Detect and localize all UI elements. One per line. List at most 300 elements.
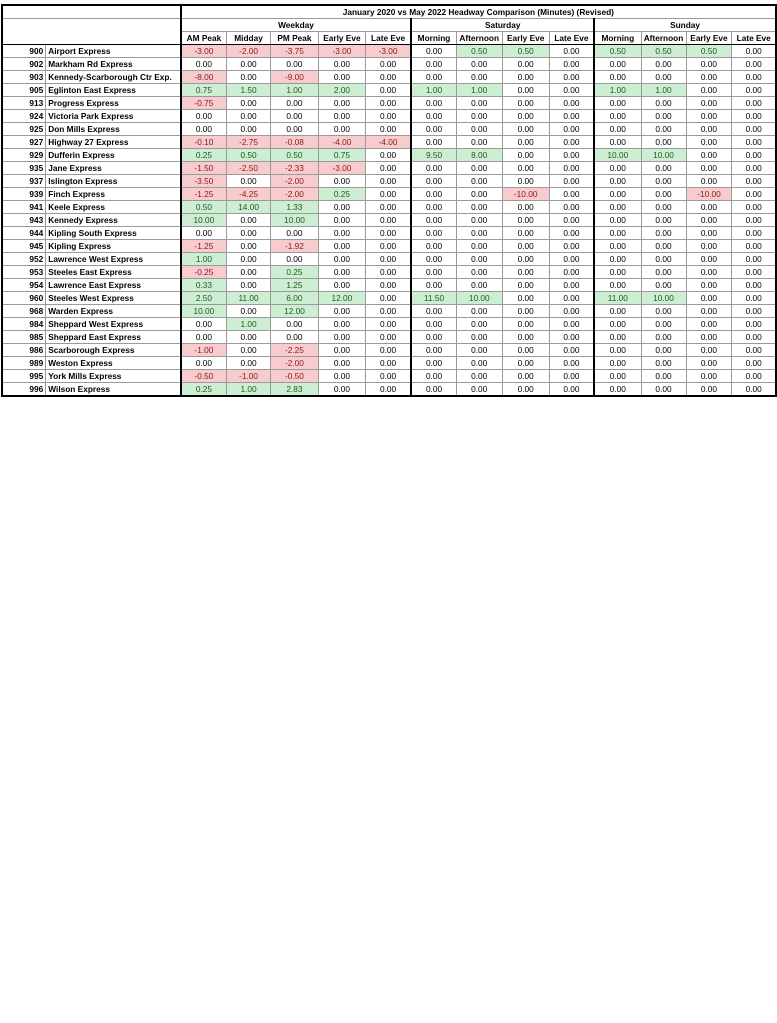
route-number: 941 xyxy=(2,201,46,214)
headway-value: 0.00 xyxy=(365,227,411,240)
headway-value: 0.00 xyxy=(227,123,271,136)
headway-value: 0.00 xyxy=(686,240,732,253)
headway-value: 0.00 xyxy=(318,253,365,266)
headway-value: 0.00 xyxy=(641,227,686,240)
headway-value: 0.00 xyxy=(365,370,411,383)
headway-value: 0.00 xyxy=(365,58,411,71)
route-number: 960 xyxy=(2,292,46,305)
headway-value: 0.00 xyxy=(732,357,776,370)
headway-value: 0.00 xyxy=(502,149,549,162)
headway-value: 0.00 xyxy=(502,305,549,318)
table-row xyxy=(2,344,776,357)
headway-value: 0.00 xyxy=(502,266,549,279)
column-header: Afternoon xyxy=(456,32,502,45)
route-name: Keele Express xyxy=(46,201,181,214)
headway-value: 0.00 xyxy=(641,266,686,279)
headway-value: 1.00 xyxy=(271,84,319,97)
headway-value: 0.00 xyxy=(456,266,502,279)
headway-value: -3.00 xyxy=(318,45,365,58)
headway-value: 0.00 xyxy=(502,240,549,253)
headway-value: 0.00 xyxy=(549,123,594,136)
route-name: Finch Express xyxy=(46,188,181,201)
headway-value: -1.92 xyxy=(271,240,319,253)
headway-value: 0.00 xyxy=(549,110,594,123)
headway-value: -8.00 xyxy=(181,71,227,84)
headway-value: 0.00 xyxy=(227,331,271,344)
route-name: Don Mills Express xyxy=(46,123,181,136)
headway-value: 0.00 xyxy=(227,357,271,370)
headway-value: -0.75 xyxy=(181,97,227,110)
headway-value: 0.00 xyxy=(227,58,271,71)
headway-value: 0.00 xyxy=(456,253,502,266)
headway-value: 0.50 xyxy=(594,45,641,58)
headway-value: 0.00 xyxy=(686,110,732,123)
headway-value: 0.00 xyxy=(732,162,776,175)
headway-value: 0.00 xyxy=(456,188,502,201)
headway-value: 0.00 xyxy=(732,110,776,123)
route-name: Weston Express xyxy=(46,357,181,370)
route-number: 953 xyxy=(2,266,46,279)
headway-value: -1.00 xyxy=(181,344,227,357)
headway-value: 0.00 xyxy=(318,227,365,240)
headway-value: 0.00 xyxy=(732,214,776,227)
headway-value: 0.00 xyxy=(686,318,732,331)
headway-value: -3.00 xyxy=(181,45,227,58)
table-row xyxy=(2,253,776,266)
headway-value: 0.00 xyxy=(594,123,641,136)
headway-value: 0.00 xyxy=(732,123,776,136)
headway-value: 0.00 xyxy=(732,227,776,240)
headway-value: 0.00 xyxy=(456,123,502,136)
headway-value: 0.00 xyxy=(502,162,549,175)
group-spacer xyxy=(2,19,181,32)
headway-value: 0.25 xyxy=(181,383,227,397)
headway-value: -2.00 xyxy=(227,45,271,58)
headway-value: 0.00 xyxy=(732,45,776,58)
table-row xyxy=(2,240,776,253)
headway-value: -2.00 xyxy=(271,188,319,201)
title-spacer xyxy=(2,5,181,19)
route-name: Jane Express xyxy=(46,162,181,175)
headway-value: 0.00 xyxy=(227,110,271,123)
headway-value: 0.00 xyxy=(549,58,594,71)
headway-value: 0.00 xyxy=(641,175,686,188)
table-row xyxy=(2,188,776,201)
headway-value: 0.00 xyxy=(318,240,365,253)
headway-value: 0.00 xyxy=(502,175,549,188)
route-name: Scarborough Express xyxy=(46,344,181,357)
table-row xyxy=(2,201,776,214)
headway-value: 10.00 xyxy=(594,149,641,162)
headway-value: 2.00 xyxy=(318,84,365,97)
headway-value: 0.00 xyxy=(732,253,776,266)
headway-value: 0.00 xyxy=(411,162,456,175)
headway-value: 0.00 xyxy=(732,240,776,253)
headway-value: 0.00 xyxy=(181,331,227,344)
headway-value: 0.00 xyxy=(549,357,594,370)
headway-value: 0.00 xyxy=(411,357,456,370)
headway-value: 0.00 xyxy=(686,123,732,136)
route-name: Lawrence West Express xyxy=(46,253,181,266)
table-row xyxy=(2,123,776,136)
headway-value: 0.00 xyxy=(641,136,686,149)
table-row xyxy=(2,266,776,279)
route-number: 939 xyxy=(2,188,46,201)
headway-value: 0.00 xyxy=(732,383,776,397)
route-name: Kipling South Express xyxy=(46,227,181,240)
headway-value: -2.50 xyxy=(227,162,271,175)
headway-value: 0.00 xyxy=(549,305,594,318)
headway-value: 0.00 xyxy=(594,357,641,370)
headway-value: 0.00 xyxy=(456,58,502,71)
route-name: Victoria Park Express xyxy=(46,110,181,123)
headway-value: 0.25 xyxy=(318,188,365,201)
headway-value: 0.00 xyxy=(686,383,732,397)
table-row xyxy=(2,318,776,331)
column-header: Early Eve xyxy=(686,32,732,45)
headway-value: 10.00 xyxy=(456,292,502,305)
headway-value: 0.00 xyxy=(411,383,456,397)
headway-value: 0.00 xyxy=(318,97,365,110)
group-header-sunday: Sunday xyxy=(594,19,776,32)
headway-value: 0.00 xyxy=(502,318,549,331)
headway-value: 0.00 xyxy=(318,370,365,383)
route-number: 984 xyxy=(2,318,46,331)
headway-value: 0.00 xyxy=(456,110,502,123)
headway-value: 0.00 xyxy=(318,214,365,227)
headway-value: -0.08 xyxy=(271,136,319,149)
headway-value: 0.00 xyxy=(456,136,502,149)
headway-value: 0.00 xyxy=(365,188,411,201)
headway-value: 0.00 xyxy=(318,201,365,214)
route-number: 968 xyxy=(2,305,46,318)
headway-value: 0.00 xyxy=(411,305,456,318)
table-row xyxy=(2,162,776,175)
headway-value: 0.00 xyxy=(549,227,594,240)
headway-value: 0.00 xyxy=(549,344,594,357)
headway-value: 0.00 xyxy=(181,357,227,370)
headway-value: 0.00 xyxy=(456,357,502,370)
headway-value: 0.00 xyxy=(411,97,456,110)
headway-value: 0.00 xyxy=(411,253,456,266)
headway-value: 0.00 xyxy=(318,58,365,71)
headway-value: 0.00 xyxy=(271,58,319,71)
headway-value: 0.00 xyxy=(365,175,411,188)
headway-value: 0.00 xyxy=(456,175,502,188)
headway-value: 0.00 xyxy=(411,266,456,279)
headway-value: 0.00 xyxy=(365,331,411,344)
headway-value: 0.00 xyxy=(686,214,732,227)
headway-value: 0.00 xyxy=(456,201,502,214)
headway-value: 0.00 xyxy=(732,84,776,97)
headway-value: 0.00 xyxy=(318,357,365,370)
headway-value: 0.00 xyxy=(456,279,502,292)
headway-value: 0.00 xyxy=(594,97,641,110)
headway-value: 0.50 xyxy=(686,45,732,58)
headway-value: 0.00 xyxy=(365,292,411,305)
headway-value: 0.00 xyxy=(594,175,641,188)
headway-value: -2.00 xyxy=(271,175,319,188)
route-number: 903 xyxy=(2,71,46,84)
route-name: Steeles West Express xyxy=(46,292,181,305)
headway-value: 10.00 xyxy=(271,214,319,227)
table-row xyxy=(2,357,776,370)
headway-value: 0.00 xyxy=(549,84,594,97)
headway-value: 0.00 xyxy=(686,292,732,305)
route-name: Steeles East Express xyxy=(46,266,181,279)
headway-value: 0.00 xyxy=(411,188,456,201)
headway-value: 0.00 xyxy=(732,331,776,344)
headway-value: 0.00 xyxy=(365,71,411,84)
headway-value: 0.00 xyxy=(641,188,686,201)
headway-value: 0.00 xyxy=(549,370,594,383)
headway-value: -3.00 xyxy=(318,162,365,175)
headway-value: 0.00 xyxy=(365,383,411,397)
headway-value: 0.00 xyxy=(318,331,365,344)
headway-value: -10.00 xyxy=(502,188,549,201)
route-name: Highway 27 Express xyxy=(46,136,181,149)
headway-value: 0.00 xyxy=(456,318,502,331)
headway-value: 0.00 xyxy=(549,45,594,58)
headway-value: 0.00 xyxy=(365,266,411,279)
headway-value: 0.00 xyxy=(365,357,411,370)
headway-value: 0.00 xyxy=(411,344,456,357)
headway-value: 0.00 xyxy=(686,162,732,175)
table-row xyxy=(2,279,776,292)
headway-value: 0.00 xyxy=(181,318,227,331)
headway-value: 0.00 xyxy=(365,84,411,97)
headway-value: 1.00 xyxy=(594,84,641,97)
headway-value: 0.00 xyxy=(411,175,456,188)
headway-value: 0.00 xyxy=(227,266,271,279)
headway-value: 0.00 xyxy=(502,58,549,71)
headway-value: 12.00 xyxy=(271,305,319,318)
headway-value: 0.00 xyxy=(641,344,686,357)
headway-value: 0.00 xyxy=(502,292,549,305)
table-row xyxy=(2,292,776,305)
headway-value: 0.00 xyxy=(686,227,732,240)
headway-value: 0.00 xyxy=(549,149,594,162)
table-row xyxy=(2,97,776,110)
headway-value: -2.33 xyxy=(271,162,319,175)
headway-value: 0.00 xyxy=(411,201,456,214)
headway-value: 0.00 xyxy=(318,110,365,123)
headway-value: 0.00 xyxy=(549,97,594,110)
headway-value: 0.00 xyxy=(365,240,411,253)
headway-value: 0.00 xyxy=(732,97,776,110)
headway-value: 0.50 xyxy=(456,45,502,58)
headway-value: 0.00 xyxy=(549,253,594,266)
headway-value: 0.00 xyxy=(502,110,549,123)
headway-value: 0.00 xyxy=(502,344,549,357)
headway-value: 0.00 xyxy=(365,149,411,162)
headway-value: 0.00 xyxy=(732,71,776,84)
headway-value: 0.00 xyxy=(594,201,641,214)
headway-value: 0.00 xyxy=(686,136,732,149)
headway-value: 14.00 xyxy=(227,201,271,214)
route-name: Dufferin Express xyxy=(46,149,181,162)
table-row xyxy=(2,331,776,344)
headway-value: 10.00 xyxy=(641,292,686,305)
column-header: Early Eve xyxy=(502,32,549,45)
route-number: 989 xyxy=(2,357,46,370)
headway-value: 0.00 xyxy=(641,383,686,397)
group-header-saturday: Saturday xyxy=(411,19,594,32)
headway-value: 9.50 xyxy=(411,149,456,162)
headway-value: 0.00 xyxy=(686,58,732,71)
headway-value: 0.00 xyxy=(411,240,456,253)
headway-value: 0.00 xyxy=(686,370,732,383)
headway-value: 0.00 xyxy=(686,266,732,279)
headway-value: 0.00 xyxy=(732,188,776,201)
headway-value: 0.00 xyxy=(181,227,227,240)
headway-value: -3.75 xyxy=(271,45,319,58)
route-name: Wilson Express xyxy=(46,383,181,397)
headway-comparison-table xyxy=(1,4,777,397)
headway-value: 0.00 xyxy=(456,227,502,240)
headway-value: 0.00 xyxy=(227,97,271,110)
headway-value: 0.00 xyxy=(549,383,594,397)
headway-value: 0.00 xyxy=(594,240,641,253)
route-name: Kennedy Express xyxy=(46,214,181,227)
column-header: Late Eve xyxy=(365,32,411,45)
headway-value: -4.00 xyxy=(365,136,411,149)
headway-value: -3.00 xyxy=(365,45,411,58)
route-number: 913 xyxy=(2,97,46,110)
headway-value: 0.00 xyxy=(732,266,776,279)
headway-value: 0.00 xyxy=(271,331,319,344)
headway-value: 0.00 xyxy=(594,162,641,175)
route-number: 945 xyxy=(2,240,46,253)
headway-value: 0.00 xyxy=(641,279,686,292)
headway-value: 8.00 xyxy=(456,149,502,162)
headway-value: 0.00 xyxy=(271,227,319,240)
headway-value: 0.00 xyxy=(594,58,641,71)
headway-value: 0.00 xyxy=(502,201,549,214)
headway-value: -1.25 xyxy=(181,240,227,253)
column-header: Afternoon xyxy=(641,32,686,45)
headway-value: 0.00 xyxy=(318,71,365,84)
headway-value: 0.00 xyxy=(686,344,732,357)
headway-value: 0.00 xyxy=(594,266,641,279)
headway-value: 0.00 xyxy=(502,331,549,344)
headway-value: 0.00 xyxy=(365,201,411,214)
headway-value: 0.25 xyxy=(271,266,319,279)
headway-value: 0.00 xyxy=(686,201,732,214)
headway-value: 0.00 xyxy=(594,305,641,318)
headway-value: 0.00 xyxy=(227,175,271,188)
route-number: 924 xyxy=(2,110,46,123)
headway-value: 0.00 xyxy=(732,175,776,188)
headway-value: 0.00 xyxy=(411,370,456,383)
table-row xyxy=(2,383,776,397)
route-number: 905 xyxy=(2,84,46,97)
headway-value: 1.00 xyxy=(227,383,271,397)
table-row xyxy=(2,227,776,240)
headway-value: 0.00 xyxy=(594,383,641,397)
route-number: 929 xyxy=(2,149,46,162)
route-number: 952 xyxy=(2,253,46,266)
headway-value: 0.00 xyxy=(271,123,319,136)
headway-value: -1.50 xyxy=(181,162,227,175)
headway-value: 0.00 xyxy=(456,370,502,383)
headway-value: 0.00 xyxy=(227,227,271,240)
headway-value: 0.00 xyxy=(686,331,732,344)
headway-value: 0.00 xyxy=(732,201,776,214)
headway-value: 0.00 xyxy=(594,188,641,201)
headway-value: 2.83 xyxy=(271,383,319,397)
headway-value: 0.00 xyxy=(502,214,549,227)
headway-value: 0.00 xyxy=(594,110,641,123)
route-number: 985 xyxy=(2,331,46,344)
headway-value: 0.00 xyxy=(549,292,594,305)
headway-value: 0.00 xyxy=(502,136,549,149)
headway-value: 0.00 xyxy=(411,279,456,292)
headway-value: 0.00 xyxy=(271,110,319,123)
headway-value: 0.00 xyxy=(318,344,365,357)
headway-value: 0.00 xyxy=(502,123,549,136)
headway-value: 0.50 xyxy=(502,45,549,58)
headway-value: 0.00 xyxy=(456,344,502,357)
route-number: 925 xyxy=(2,123,46,136)
headway-value: 1.00 xyxy=(641,84,686,97)
table-row xyxy=(2,71,776,84)
headway-value: -4.00 xyxy=(318,136,365,149)
headway-value: 0.00 xyxy=(502,71,549,84)
route-name: Sheppard West Express xyxy=(46,318,181,331)
headway-value: 1.33 xyxy=(271,201,319,214)
headway-value: 0.00 xyxy=(594,136,641,149)
headway-value: -0.10 xyxy=(181,136,227,149)
headway-value: 0.00 xyxy=(641,357,686,370)
route-name: Warden Express xyxy=(46,305,181,318)
headway-value: 0.00 xyxy=(549,201,594,214)
route-name: Eglinton East Express xyxy=(46,84,181,97)
headway-value: 0.00 xyxy=(502,383,549,397)
route-name: Lawrence East Express xyxy=(46,279,181,292)
headway-value: 0.00 xyxy=(365,253,411,266)
route-name: York Mills Express xyxy=(46,370,181,383)
headway-value: 0.25 xyxy=(181,149,227,162)
table-row xyxy=(2,45,776,58)
headway-value: 11.00 xyxy=(594,292,641,305)
headway-value: 0.00 xyxy=(686,357,732,370)
headway-value: 0.00 xyxy=(732,318,776,331)
headway-value: 0.00 xyxy=(549,331,594,344)
headway-value: 0.00 xyxy=(227,344,271,357)
headway-value: 1.00 xyxy=(456,84,502,97)
route-number: 954 xyxy=(2,279,46,292)
headway-value: 0.00 xyxy=(411,331,456,344)
headway-value: 0.00 xyxy=(365,110,411,123)
column-header: PM Peak xyxy=(271,32,319,45)
headway-value: 0.00 xyxy=(365,214,411,227)
table-row xyxy=(2,136,776,149)
route-number: 902 xyxy=(2,58,46,71)
route-number: 995 xyxy=(2,370,46,383)
headway-value: 0.50 xyxy=(227,149,271,162)
headway-value: 0.00 xyxy=(641,123,686,136)
route-number: 900 xyxy=(2,45,46,58)
column-header: AM Peak xyxy=(181,32,227,45)
headway-value: 1.50 xyxy=(227,84,271,97)
headway-value: 0.00 xyxy=(227,253,271,266)
headway-value: 0.00 xyxy=(594,214,641,227)
headway-value: 1.25 xyxy=(271,279,319,292)
route-name: Markham Rd Express xyxy=(46,58,181,71)
column-header: Early Eve xyxy=(318,32,365,45)
headway-value: 0.00 xyxy=(594,370,641,383)
